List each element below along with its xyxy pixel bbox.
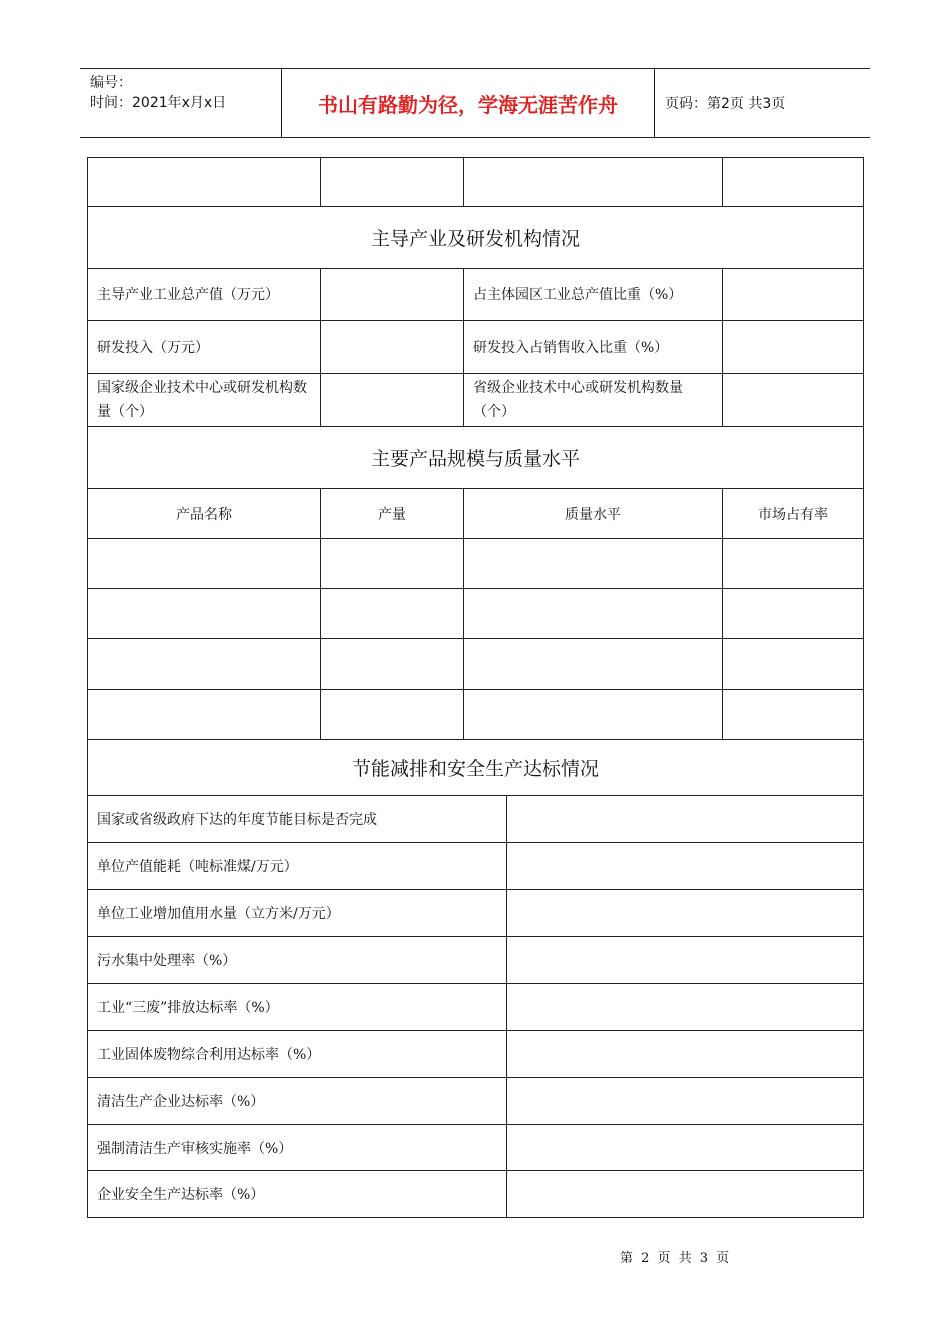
energy-row <box>88 1078 864 1125</box>
energy-row <box>88 843 864 890</box>
product-cell[interactable] <box>88 639 321 690</box>
blank-cell[interactable] <box>321 158 464 207</box>
product-cell[interactable] <box>321 639 464 690</box>
slogan: 书山有路勤为径，学海无涯苦作舟 <box>282 69 655 137</box>
energy-item-label: 企业安全生产达标率（%） <box>88 1171 507 1218</box>
section-title-products: 主要产品规模与质量水平 <box>88 427 864 489</box>
energy-item-label: 清洁生产企业达标率（%） <box>88 1078 507 1125</box>
energy-item-label: 工业“三废”排放达标率（%） <box>88 984 507 1031</box>
industry-row <box>88 321 864 374</box>
rd-label: 研发投入（万元） <box>88 321 321 374</box>
energy-value-cell[interactable] <box>507 1171 864 1218</box>
output-label: 主导产业工业总产值（万元） <box>88 269 321 321</box>
rd-value-cell[interactable] <box>321 321 464 374</box>
product-cell[interactable] <box>723 539 864 589</box>
product-cell[interactable] <box>464 690 723 740</box>
provincial-label: 省级企业技术中心或研发机构数量（个） <box>464 374 723 427</box>
product-cell[interactable] <box>464 639 723 690</box>
blank-cell[interactable] <box>88 158 321 207</box>
ratio-label: 占主体园区工业总产值比重（%） <box>464 269 723 321</box>
col-output: 产量 <box>321 489 464 539</box>
col-quality: 质量水平 <box>464 489 723 539</box>
product-row <box>88 690 864 740</box>
industry-row <box>88 269 864 321</box>
product-cell[interactable] <box>723 589 864 639</box>
energy-row <box>88 796 864 843</box>
product-cell[interactable] <box>88 589 321 639</box>
national-label: 国家级企业技术中心或研发机构数量（个） <box>88 374 321 427</box>
ratio-value-cell[interactable] <box>723 269 864 321</box>
time-label: 时间：2021年x月x日 <box>90 95 227 111</box>
energy-item-label: 单位工业增加值用水量（立方米/万元） <box>88 890 507 937</box>
products-header-row <box>88 489 864 539</box>
energy-value-cell[interactable] <box>507 984 864 1031</box>
energy-row <box>88 937 864 984</box>
survey-form <box>87 157 864 1218</box>
industry-row <box>88 374 864 427</box>
energy-value-cell[interactable] <box>507 1031 864 1078</box>
col-product-name: 产品名称 <box>88 489 321 539</box>
product-cell[interactable] <box>321 589 464 639</box>
energy-value-cell[interactable] <box>507 1078 864 1125</box>
product-row <box>88 589 864 639</box>
rd-ratio-value-cell[interactable] <box>723 321 864 374</box>
energy-row <box>88 1171 864 1218</box>
page-footer: 第 2 页 共 3 页 <box>620 1251 730 1266</box>
energy-value-cell[interactable] <box>507 937 864 984</box>
provincial-value-cell[interactable] <box>723 374 864 427</box>
product-cell[interactable] <box>464 589 723 639</box>
energy-item-label: 国家或省级政府下达的年度节能目标是否完成 <box>88 796 507 843</box>
product-cell[interactable] <box>321 539 464 589</box>
energy-row <box>88 890 864 937</box>
blank-top-row <box>88 158 864 207</box>
national-value-cell[interactable] <box>321 374 464 427</box>
energy-value-cell[interactable] <box>507 843 864 890</box>
number-label: 编号： <box>90 75 132 91</box>
product-cell[interactable] <box>723 639 864 690</box>
rd-ratio-label: 研发投入占销售收入比重（%） <box>464 321 723 374</box>
energy-row <box>88 984 864 1031</box>
product-cell[interactable] <box>464 539 723 589</box>
blank-cell[interactable] <box>464 158 723 207</box>
product-row <box>88 539 864 589</box>
col-market-share: 市场占有率 <box>723 489 864 539</box>
energy-item-label: 单位产值能耗（吨标准煤/万元） <box>88 843 507 890</box>
energy-item-label: 工业固体废物综合利用达标率（%） <box>88 1031 507 1078</box>
energy-value-cell[interactable] <box>507 890 864 937</box>
energy-item-label: 强制清洁生产审核实施率（%） <box>88 1125 507 1171</box>
energy-value-cell[interactable] <box>507 1125 864 1171</box>
product-cell[interactable] <box>723 690 864 740</box>
energy-row <box>88 1031 864 1078</box>
energy-value-cell[interactable] <box>507 796 864 843</box>
page-info: 页码：第2页 共3页 <box>665 96 786 112</box>
output-value-cell[interactable] <box>321 269 464 321</box>
page-header <box>80 68 870 138</box>
header-meta <box>80 69 282 137</box>
energy-item-label: 污水集中处理率（%） <box>88 937 507 984</box>
product-cell[interactable] <box>88 539 321 589</box>
product-cell[interactable] <box>321 690 464 740</box>
section-title-industry: 主导产业及研发机构情况 <box>88 207 864 269</box>
product-cell[interactable] <box>88 690 321 740</box>
section-title-energy: 节能减排和安全生产达标情况 <box>88 740 864 796</box>
energy-row <box>88 1125 864 1171</box>
product-row <box>88 639 864 690</box>
blank-cell[interactable] <box>723 158 864 207</box>
